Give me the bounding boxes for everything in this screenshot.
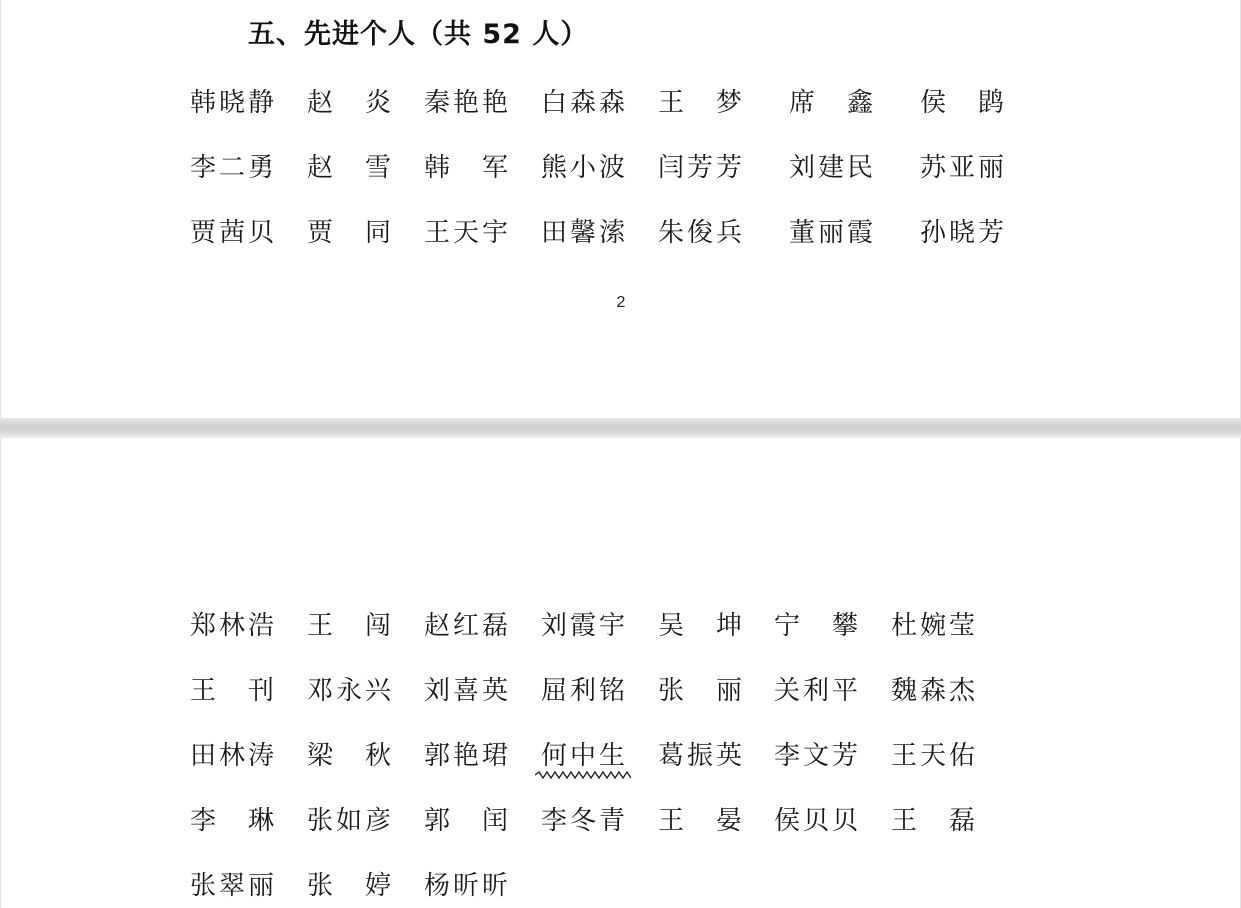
person-name: 葛振英: [658, 741, 746, 771]
person-name: 苏亚丽: [920, 153, 1008, 183]
person-name: 李二勇: [190, 153, 278, 183]
person-name: 王 晏: [658, 806, 746, 836]
person-name: 韩 军: [424, 153, 512, 183]
person-name: 李 琳: [190, 806, 278, 836]
person-name: 贾茜贝: [190, 218, 278, 248]
person-name: 赵红磊: [424, 611, 512, 641]
person-name: 王 闯: [307, 611, 395, 641]
document-page-top: [0, 0, 1241, 418]
person-name: 李文芳: [774, 741, 862, 771]
person-name: 张翠丽: [190, 871, 278, 901]
person-name: 吴 坤: [658, 611, 746, 641]
page-number: 2: [616, 294, 626, 311]
person-name: 王 梦: [658, 88, 746, 118]
person-name: 刘霞宇: [541, 611, 629, 641]
person-name: 郭艳珺: [424, 741, 512, 771]
person-name: 梁 秋: [307, 741, 395, 771]
person-name: 宁 攀: [774, 611, 862, 641]
person-name: 郭 闰: [424, 806, 512, 836]
page-separator: [0, 418, 1241, 438]
person-name: 赵 炎: [307, 88, 395, 118]
document-page-bottom: [0, 438, 1241, 908]
person-name: 刘建民: [789, 153, 877, 183]
person-name: 杜婉莹: [891, 611, 979, 641]
person-name: 屈利铭: [541, 676, 629, 706]
person-name: 闫芳芳: [658, 153, 746, 183]
person-name: 杨昕昕: [424, 871, 512, 901]
person-name: 魏森杰: [891, 676, 979, 706]
person-name: 关利平: [774, 676, 862, 706]
person-name: 韩晓静: [190, 88, 278, 118]
person-name: 郑林浩: [190, 611, 278, 641]
person-name: 白森森: [541, 88, 629, 118]
person-name: 秦艳艳: [424, 88, 512, 118]
person-name: 董丽霞: [789, 218, 877, 248]
person-name: 张 丽: [658, 676, 746, 706]
person-name: 贾 同: [307, 218, 395, 248]
person-name: 王天宇: [424, 218, 512, 248]
person-name: 席 鑫: [789, 88, 877, 118]
person-name: 赵 雪: [307, 153, 395, 183]
person-name: 王 刊: [190, 676, 278, 706]
person-name: 张 婷: [307, 871, 395, 901]
spellcheck-underline-icon: [535, 771, 631, 779]
person-name: 张如彦: [307, 806, 395, 836]
person-name: 刘喜英: [424, 676, 512, 706]
person-name: 何中生: [541, 741, 629, 771]
person-name: 李冬青: [541, 806, 629, 836]
section-heading: 五、先进个人（共 52 人）: [248, 19, 589, 50]
person-name: 王天佑: [891, 741, 979, 771]
person-name: 邓永兴: [307, 676, 395, 706]
person-name: 田林涛: [190, 741, 278, 771]
person-name: 王 磊: [891, 806, 979, 836]
person-name: 田馨溹: [541, 218, 629, 248]
person-name: 熊小波: [541, 153, 629, 183]
person-name: 侯贝贝: [774, 806, 862, 836]
person-name: 孙晓芳: [920, 218, 1008, 248]
person-name: 侯 鹍: [920, 88, 1008, 118]
person-name: 朱俊兵: [658, 218, 746, 248]
